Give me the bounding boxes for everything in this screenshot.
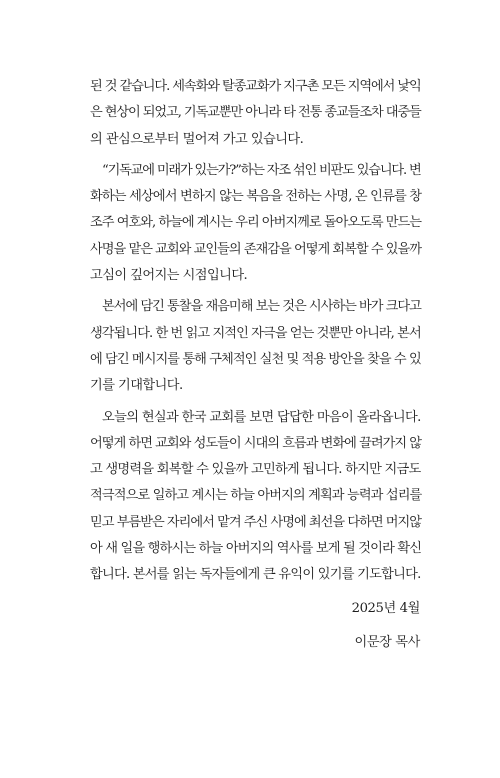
paragraph-2 (90, 158, 421, 289)
body-text (90, 74, 421, 589)
text-line: 적극적으로 일하고 계시는 하늘 아버지의 계획과 능력과 섭리를 (90, 488, 422, 504)
text-line: 생각됩니다. 한 번 읽고 지적인 자극을 얻는 것뿐만 아니라, 본서 (90, 325, 421, 341)
text-line: 오늘의 현실과 한국 교회를 보면 답답한 마음이 올라옵니다. (102, 409, 421, 425)
text-line: 된 것 같습니다. 세속화와 탈종교화가 지구촌 모든 지역에서 낯익 (90, 79, 421, 94)
text-line: 어떻게 하면 교회와 성도들이 시대의 흐름과 변화에 끌려가지 않 (90, 435, 422, 451)
text-line: 고 생명력을 회복할 수 있을까 고민하게 됩니다. 하지만 지금도 (90, 462, 421, 478)
text-line: 합니다. 본서를 읽는 독자들에게 큰 유익이 있기를 기도합니다. (90, 567, 421, 583)
signature-date: 2025년 4월 (351, 601, 420, 616)
text-line: “기독교에 미래가 있는가?”하는 자조 섞인 비판도 있습니다. 변 (102, 162, 421, 178)
paragraph-1 (90, 74, 421, 153)
text-line: 고심이 깊어지는 시점입니다. (90, 268, 248, 284)
text-line: 기를 기대합니다. (90, 378, 183, 394)
signature-name: 이문장 목사 (354, 635, 420, 650)
text-line: 본서에 담긴 통찰을 재음미해 보는 것은 시사하는 바가 크다고 (102, 299, 421, 315)
text-line: 화하는 세상에서 변하지 않는 복음을 전하는 사명, 온 인류를 창 (90, 189, 422, 205)
text-line: 사명을 맡은 교회와 교인들의 존재감을 어떻게 회복할 수 있을까 (90, 241, 422, 257)
text-line: 조주 여호와, 하늘에 계시는 우리 아버지께로 돌아오도록 만드는 (90, 215, 422, 231)
text-line: 에 담긴 메시지를 통해 구체적인 실천 및 적용 방안을 찾을 수 있 (90, 351, 421, 367)
text-line: 아 새 일을 행하시는 하늘 아버지의 역사를 보게 될 것이라 확신 (90, 541, 422, 557)
paragraph-4 (90, 405, 421, 589)
text-line: 은 현상이 되었고, 기독교뿐만 아니라 타 전통 종교들조차 대중들 (90, 105, 421, 121)
text-line: 의 관심으로부터 멀어져 가고 있습니다. (90, 131, 304, 147)
paragraph-3 (90, 294, 421, 399)
text-line: 믿고 부름받은 자리에서 맡겨 주신 사명에 최선을 다하면 머지않 (90, 514, 422, 530)
